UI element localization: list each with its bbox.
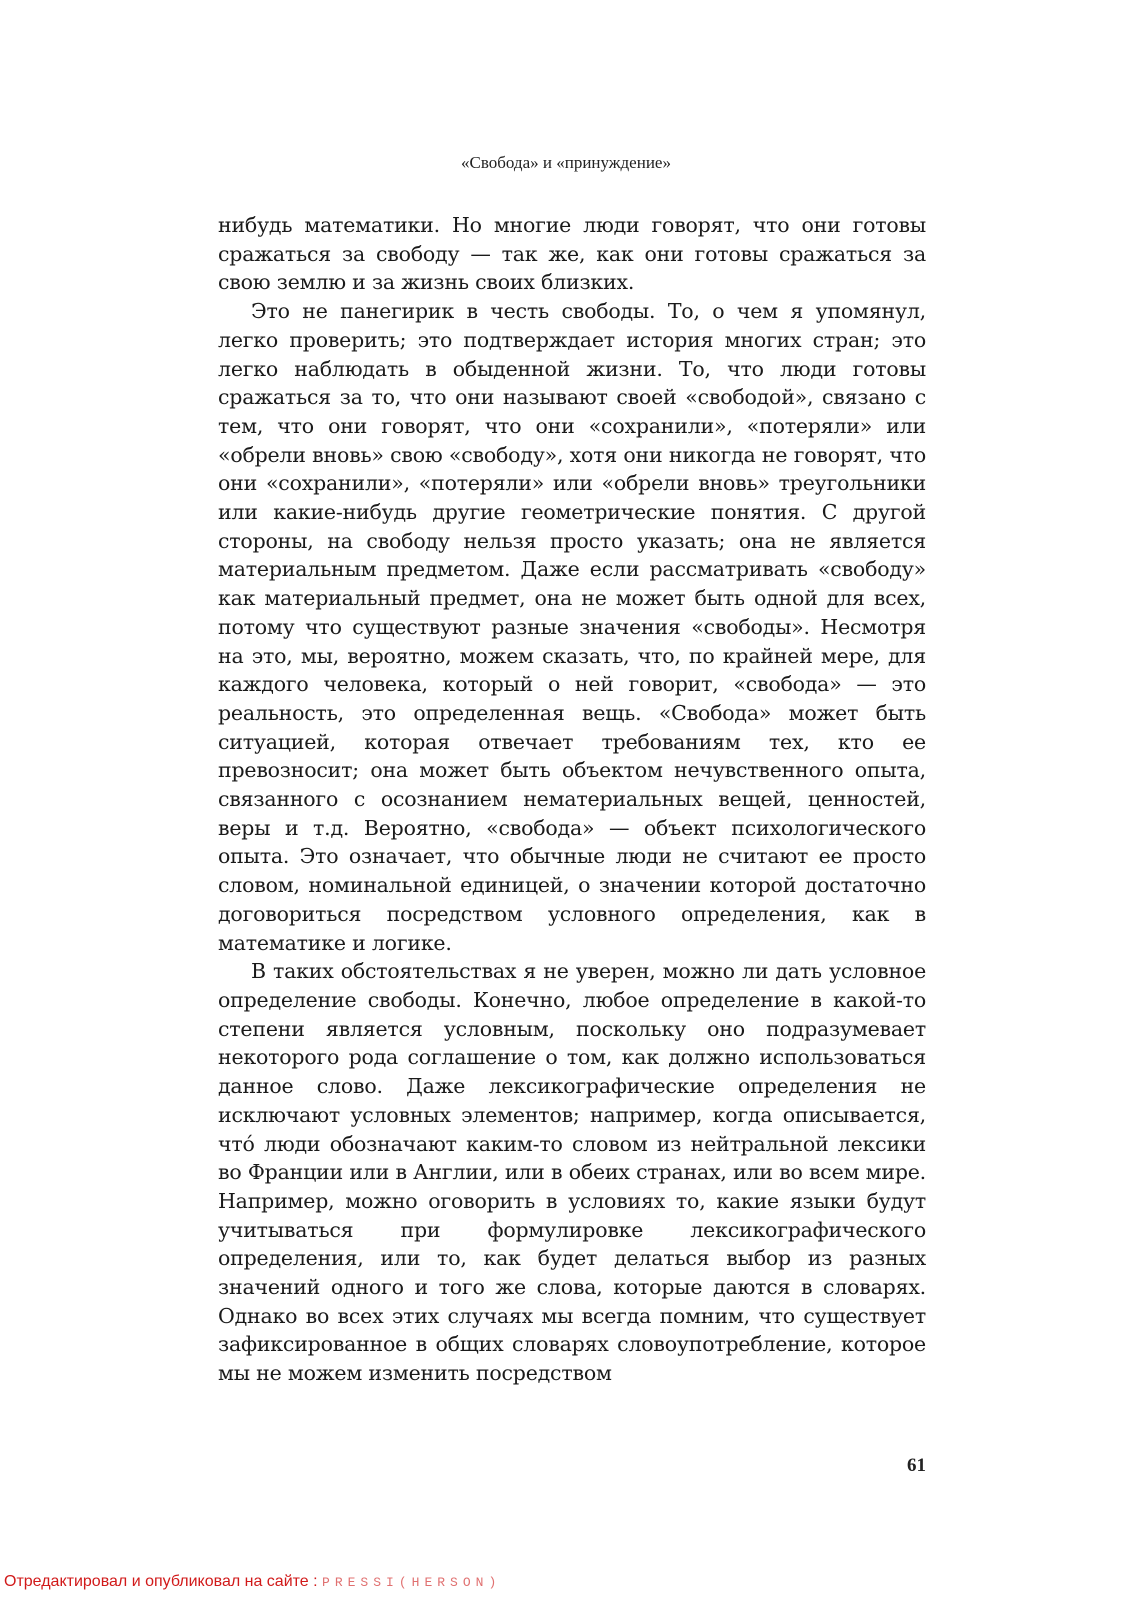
footer-credit xyxy=(4,1573,501,1591)
running-head: «Свобода» и «принуждение» xyxy=(461,153,671,172)
page-number: 61 xyxy=(907,1455,926,1476)
paragraph-3: В таких обстоятельствах я не уверен, можно ли дать условное определение свободы. Конечно, любое определение в какой-то степени является условным, поскольку оно подразумевает некоторого рода соглашение о том, как должно использоваться данное слово. Даже лексикографические определения не исключают условных элементов; например, когда описывается, что́ люди обозначают каким-то словом из нейтральной лексики во Франции или в Англии, или в обеих странах, или во всем мире. Например, можно оговорить в условиях то, какие языки будут учитываться при формулировке лексикографического определения, или то, как будет делаться выбор из разных значений одного и того же слова, которые даются в словарях. Однако во всех этих случаях мы всегда помним, что существует зафиксированное в общих словарях словоупотребление, которое мы не можем изменить посредством xyxy=(218,959,926,1386)
body-text xyxy=(218,211,926,1388)
footer-separator: : xyxy=(308,1573,323,1590)
paragraph-1: нибудь математики. Но многие люди говорят, что они готовы сражаться за свободу — так же, как они готовы сражаться за свою землю и за жизнь своих близких. xyxy=(218,213,926,295)
footer-site-name[interactable]: PRESSI(HERSON) xyxy=(322,1575,502,1590)
footer-credit-text: Отредактировал и опубликовал на сайте xyxy=(4,1573,309,1590)
paragraph-2: Это не панегирик в честь свободы. То, о чем я упомянул, легко проверить; это подтверждает история многих стран; это легко наблюдать в обыденной жизни. То, что люди готовы сражаться за то, что они называют своей «свободой», связано с тем, что они говорят, что они «сохранили», «потеряли» или «обрели вновь» свою «свободу», хотя они никогда не говорят, что они «сохранили», «потеряли» или «обрели вновь» треугольники или какие-нибудь другие геометрические понятия. С другой стороны, на свободу нельзя просто указать; она не является материальным предметом. Даже если рассматривать «свободу» как материальный предмет, она не может быть одной для всех, потому что существуют разные значения «свободы». Несмотря на это, мы, вероятно, можем сказать, что, по крайней мере, для каждого человека, который о ней говорит, «свобода» — это реальность, это определенная вещь. «Свобода» может быть ситуацией, которая отвечает требованиям тех, кто ее превозносит; она может быть объектом нечувственного опыта, связанного с осознанием нематериальных вещей, ценностей, веры и т.д. Вероятно, «свобода» — объект психологического опыта. Это означает, что обычные люди не считают ее просто словом, номинальной единицей, о значении которой достаточно договориться посредством условного определения, как в математике и логике. xyxy=(218,299,926,955)
